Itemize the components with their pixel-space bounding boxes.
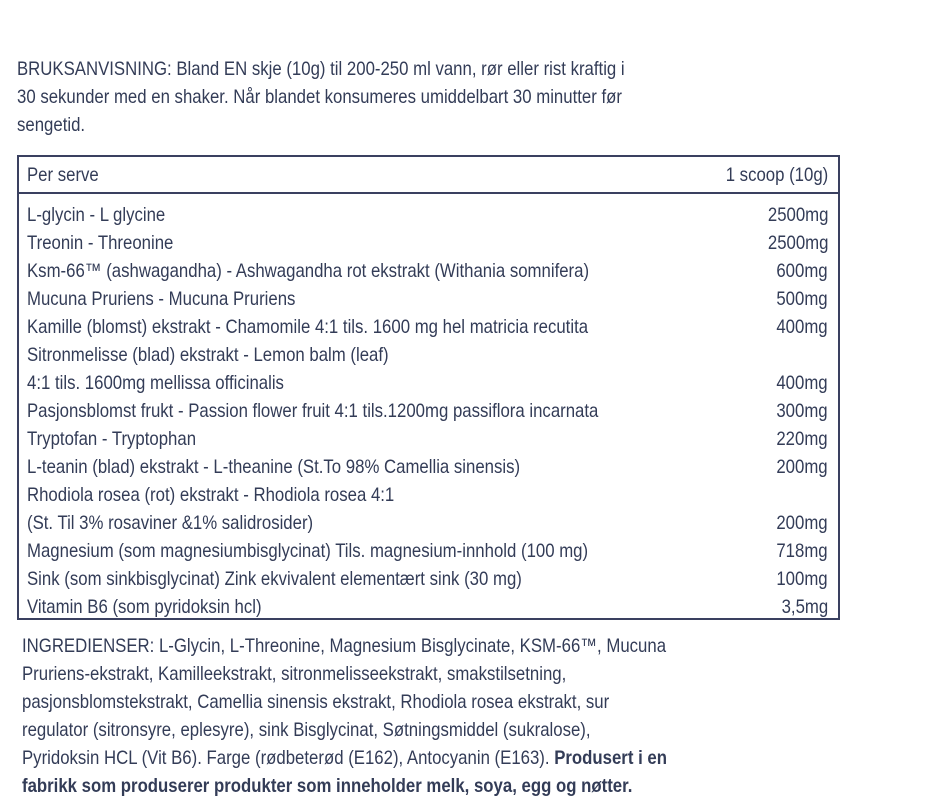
facts-row [19, 341, 838, 369]
ingredients-line: Pruriens-ekstrakt, Kamilleekstrakt, sitronmelisseekstrakt, smakstilsetning, [22, 663, 567, 685]
ingredient-name: Mucuna Pruriens - Mucuna Pruriens [27, 288, 296, 310]
usage-line: sengetid. [17, 114, 86, 136]
usage-line: 30 sekunder med en shaker. Når blandet konsumeres umiddelbart 30 minutter før [17, 86, 622, 108]
ingredient-name: (St. Til 3% rosaviner &1% salidrosider) [27, 512, 314, 534]
facts-row [19, 313, 838, 341]
ingredient-amount: 718mg [776, 540, 828, 562]
ingredient-name: Sink (som sinkbisglycinat) Zink ekvivalent elementært sink (30 mg) [27, 568, 522, 590]
facts-row [19, 509, 838, 537]
facts-row [19, 593, 838, 621]
ingredient-name: L-glycin - L glycine [27, 204, 166, 226]
ingredient-amount: 100mg [776, 568, 828, 590]
ingredient-amount: 600mg [776, 260, 828, 282]
ingredients-line: pasjonsblomstekstrakt, Camellia sinensis ekstrakt, Rhodiola rosea ekstrakt, sur [22, 691, 610, 713]
ingredient-name: Vitamin B6 (som pyridoksin hcl) [27, 596, 262, 618]
ingredient-amount: 200mg [776, 456, 828, 478]
facts-header [19, 157, 838, 194]
facts-row [19, 425, 838, 453]
ingredient-name: Ksm-66™ (ashwagandha) - Ashwagandha rot ekstrakt (Withania somnifera) [27, 260, 590, 282]
facts-rows [19, 201, 838, 621]
ingredient-name: L-teanin (blad) ekstrakt - L-theanine (St.To 98% Camellia sinensis) [27, 456, 521, 478]
ingredient-name: Pasjonsblomst frukt - Passion flower fruit 4:1 tils.1200mg passiflora incarnata [27, 400, 599, 422]
allergen-warning: Produsert i en [554, 747, 667, 769]
facts-row [19, 397, 838, 425]
ingredients-line: regulator (sitronsyre, eplesyre), sink Bisglycinat, Søtningsmiddel (sukralose), [22, 719, 591, 741]
ingredient-name: 4:1 tils. 1600mg mellissa officinalis [27, 372, 284, 394]
usage-line: BRUKSANVISNING: Bland EN skje (10g) til 200-250 ml vann, rør eller rist kraftig i [17, 58, 625, 80]
ingredient-name: Magnesium (som magnesiumbisglycinat) Tils. magnesium-innhold (100 mg) [27, 540, 589, 562]
serving-size-label: 1 scoop (10g) [725, 164, 828, 186]
facts-row [19, 369, 838, 397]
ingredient-name: Rhodiola rosea (rot) ekstrakt - Rhodiola rosea 4:1 [27, 484, 395, 506]
ingredient-name: Tryptofan - Tryptophan [27, 428, 197, 450]
ingredients-line: INGREDIENSER: L-Glycin, L-Threonine, Magnesium Bisglycinate, KSM-66™, Mucuna [22, 635, 667, 657]
ingredient-amount: 500mg [776, 288, 828, 310]
ingredient-amount: 400mg [776, 372, 828, 394]
ingredient-name: Sitronmelisse (blad) ekstrakt - Lemon balm (leaf) [27, 344, 389, 366]
ingredient-amount: 300mg [776, 400, 828, 422]
ingredient-amount: 2500mg [767, 204, 828, 226]
facts-row [19, 565, 838, 593]
ingredient-name: Kamille (blomst) ekstrakt - Chamomile 4:1 tils. 1600 mg hel matricia recutita [27, 316, 589, 338]
facts-row [19, 285, 838, 313]
per-serve-label: Per serve [27, 164, 99, 186]
ingredient-amount: 200mg [776, 512, 828, 534]
ingredients-list [22, 632, 667, 800]
ingredient-amount: 3,5mg [781, 596, 828, 618]
nutrition-facts-table [17, 155, 840, 620]
facts-row [19, 537, 838, 565]
facts-row [19, 453, 838, 481]
ingredients-line [22, 744, 667, 772]
ingredient-amount: 2500mg [767, 232, 828, 254]
ingredient-name: Treonin - Threonine [27, 232, 174, 254]
allergen-warning-line: fabrikk som produserer produkter som inneholder melk, soya, egg og nøtter. [22, 775, 633, 797]
facts-row [19, 201, 838, 229]
ingredient-amount: 400mg [776, 316, 828, 338]
facts-row [19, 257, 838, 285]
usage-instructions [17, 55, 625, 139]
ingredients-text: Pyridoksin HCL (Vit B6). Farge (rødbeterød (E162), Antocyanin (E163). [22, 747, 555, 769]
facts-row [19, 481, 838, 509]
facts-row [19, 229, 838, 257]
ingredient-amount: 220mg [776, 428, 828, 450]
